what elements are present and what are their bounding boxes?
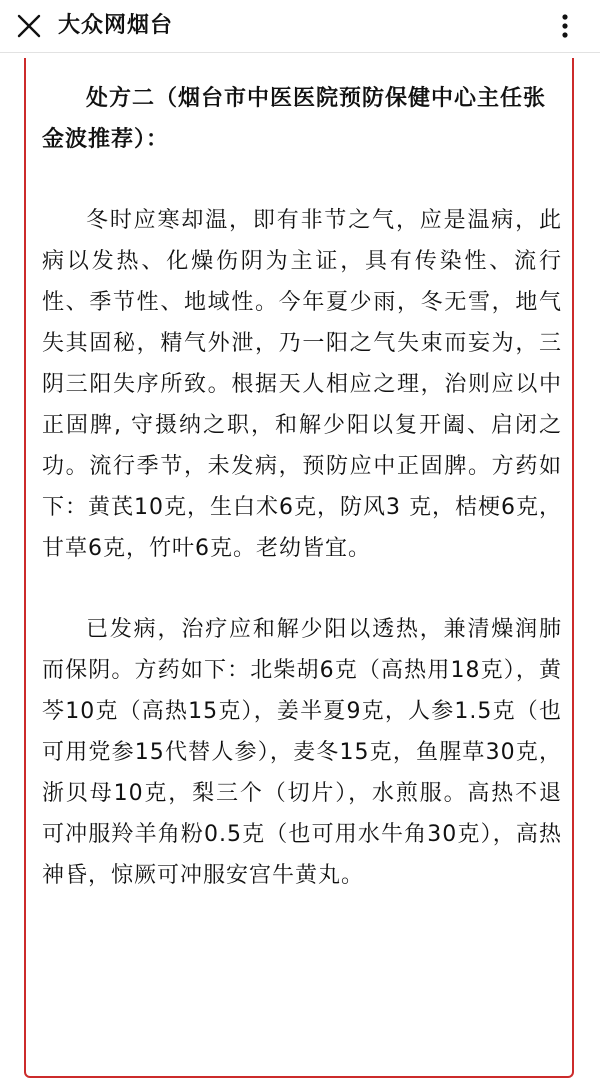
top-nav-bar (0, 0, 600, 53)
article-paragraph: 冬时应寒却温，即有非节之气，应是温病，此病以发热、化燥伤阴为主证，具有传染性、流行性、季节性、地域性。今年夏少雨，冬无雪，地气失其固秘，精气外泄，乃一阳之气失束而妄为，三阴三阳失序所致。根据天人相应之理，治则应以中正固脾, 守摄纳之职，和解少阳以复开阖、启闭之功。流行季节，未发病，预防应中正固脾。方药如下：黄芪10克，生白术6克，防风3 克，桔梗6克，甘草6克，竹叶6克。老幼皆宜。 (42, 208, 562, 561)
close-icon (12, 9, 46, 43)
article-paragraph: 已发病，治疗应和解少阳以透热，兼清燥润肺而保阴。方药如下：北柴胡6克（高热用18克），黄芩10克（高热15克），姜半夏9克，人参1.5克（也可用党参15代替人参），麦冬15克，鱼腥草30克，浙贝母10克，梨三个（切片），水煎服。高热不退可冲服羚羊角粉0.5克（也可用水牛角30克），高热神昏，惊厥可冲服安宫牛黄丸。 (42, 617, 562, 888)
spacer (42, 569, 562, 609)
more-options-button[interactable] (548, 12, 582, 40)
page-title: 大众网烟台 (58, 13, 174, 38)
prescription-heading: 处方二（烟台市中医医院预防保健中心主任张金波推荐）： (42, 86, 547, 152)
spacer (42, 160, 562, 200)
close-button[interactable] (12, 9, 46, 43)
more-vertical-icon (548, 12, 582, 40)
article-frame (24, 58, 574, 1078)
article-body (42, 78, 562, 896)
